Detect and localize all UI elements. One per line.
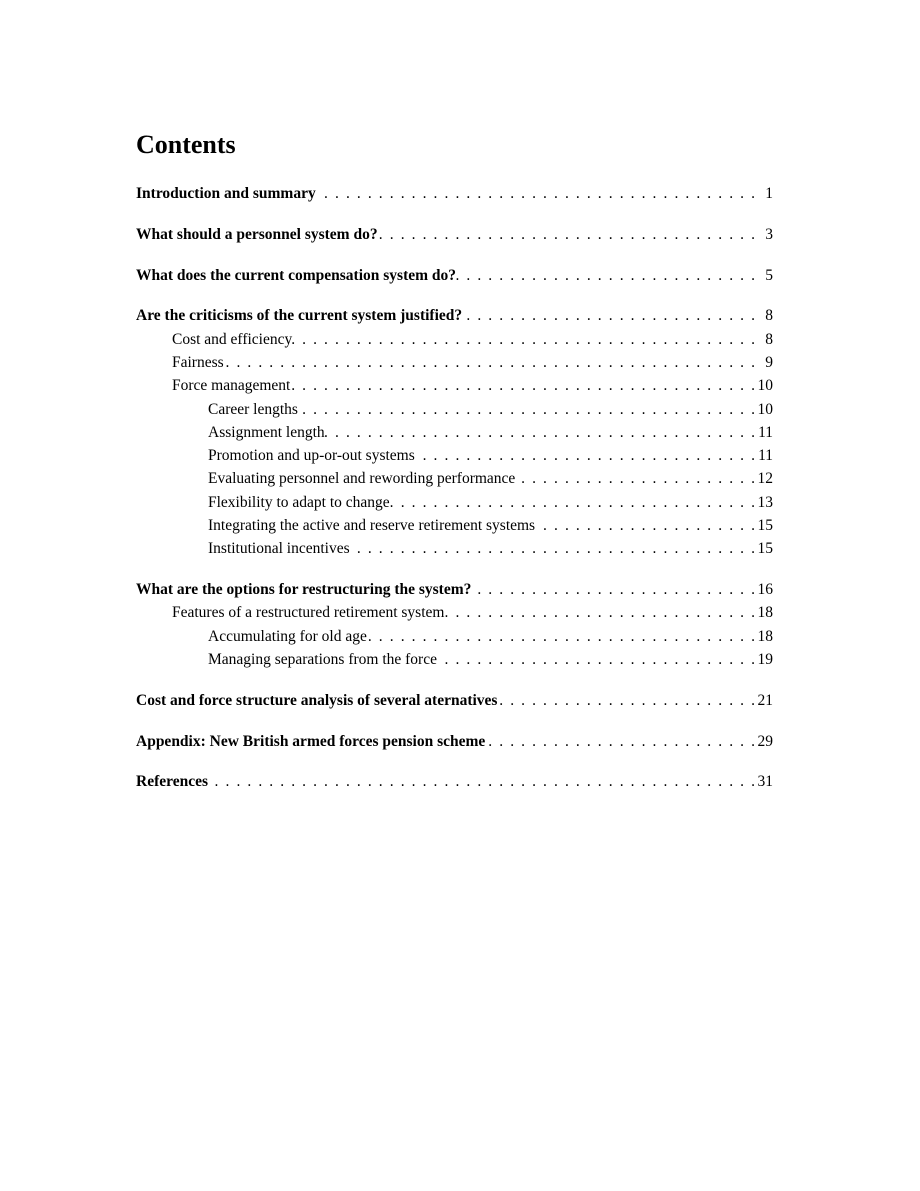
toc-leader-dots [378, 223, 755, 246]
toc-entry[interactable] [136, 264, 773, 287]
toc-entry-label: Are the criticisms of the current system justified? [136, 307, 463, 325]
toc-entry-page-number: 19 [757, 651, 773, 669]
toc-leader-dots [448, 601, 755, 624]
toc-leader-dots [497, 689, 755, 712]
toc-entry[interactable] [136, 514, 773, 537]
toc-entry[interactable] [136, 223, 773, 246]
toc-leader-dots [208, 770, 755, 793]
toc-entry-page-number: 15 [757, 517, 773, 535]
toc-entry[interactable] [136, 444, 773, 467]
toc-leader-dots [471, 578, 755, 601]
toc-entry-label: Managing separations from the force [208, 651, 437, 669]
toc-entry-page-number: 5 [765, 266, 773, 284]
toc-entry[interactable] [136, 398, 773, 421]
toc-leader-dots [394, 491, 755, 514]
toc-entry[interactable] [136, 374, 773, 397]
toc-entry-label: Evaluating personnel and rewording performance [208, 470, 516, 488]
toc-entry-label: Institutional incentives [208, 540, 350, 558]
contents-page [136, 128, 773, 794]
toc-leader-dots [292, 328, 755, 351]
toc-entry-label: References [136, 773, 209, 791]
toc-leader-dots [415, 444, 755, 467]
table-of-contents [136, 182, 773, 794]
toc-leader-dots [515, 467, 755, 490]
toc-entry-page-number: 9 [765, 353, 773, 371]
toc-entry-page-number: 16 [757, 581, 773, 599]
toc-entry-page-number: 8 [765, 330, 773, 348]
toc-entry-page-number: 12 [757, 470, 773, 488]
toc-entry-label: Force management [172, 377, 291, 395]
toc-leader-dots [316, 182, 755, 205]
toc-entry[interactable] [136, 578, 773, 601]
toc-entry[interactable] [136, 730, 773, 753]
toc-entry-label: What are the options for restructuring the system? [136, 581, 472, 599]
toc-entry[interactable] [136, 351, 773, 374]
toc-leader-dots [298, 398, 755, 421]
toc-entry-page-number: 21 [757, 691, 773, 709]
toc-entry-label: What should a personnel system do? [136, 225, 378, 243]
toc-entry-page-number: 11 [758, 423, 773, 441]
toc-entry-label: What does the current compensation system do? [136, 266, 457, 284]
toc-entry[interactable] [136, 689, 773, 712]
toc-entry-page-number: 31 [757, 773, 773, 791]
toc-entry-label: Assignment length [208, 423, 325, 441]
toc-entry-page-number: 8 [765, 307, 773, 325]
toc-leader-dots [462, 304, 755, 327]
toc-leader-dots [290, 374, 755, 397]
toc-entry-page-number: 29 [757, 732, 773, 750]
toc-entry-page-number: 11 [758, 447, 773, 465]
toc-entry[interactable] [136, 491, 773, 514]
toc-entry-page-number: 10 [757, 377, 773, 395]
toc-leader-dots [367, 625, 755, 648]
toc-entry-label: Flexibility to adapt to change. [208, 493, 394, 511]
toc-entry[interactable] [136, 304, 773, 327]
toc-entry-page-number: 18 [757, 627, 773, 645]
toc-entry-page-number: 15 [757, 540, 773, 558]
toc-leader-dots [325, 421, 755, 444]
toc-entry-label: Career lengths [208, 400, 298, 418]
toc-leader-dots [456, 264, 755, 287]
toc-leader-dots [485, 730, 755, 753]
toc-entry[interactable] [136, 328, 773, 351]
toc-entry-page-number: 10 [757, 400, 773, 418]
toc-entry[interactable] [136, 467, 773, 490]
toc-leader-dots [535, 514, 755, 537]
toc-entry[interactable] [136, 601, 773, 624]
toc-entry[interactable] [136, 421, 773, 444]
toc-entry-label: Features of a restructured retirement system. [172, 604, 449, 622]
toc-entry-label: Fairness [172, 353, 224, 371]
toc-entry-page-number: 3 [765, 225, 773, 243]
toc-entry-label: Integrating the active and reserve retirement systems [208, 517, 536, 535]
toc-entry-page-number: 1 [765, 185, 773, 202]
toc-entry-label: Introduction and summary [136, 185, 316, 202]
toc-entry-page-number: 18 [757, 604, 773, 622]
toc-entry-label: Cost and efficiency [172, 330, 293, 348]
toc-leader-dots [350, 537, 755, 560]
toc-entry-label: Appendix: New British armed forces pension scheme [136, 732, 486, 750]
toc-leader-dots [437, 648, 755, 671]
toc-entry[interactable] [136, 625, 773, 648]
toc-entry-page-number: 13 [757, 493, 773, 511]
toc-leader-dots [224, 351, 755, 374]
toc-entry[interactable] [136, 648, 773, 671]
page-title: Contents [136, 130, 236, 159]
toc-entry[interactable] [136, 182, 773, 205]
toc-entry-label: Promotion and up-or-out systems [208, 447, 415, 465]
toc-entry[interactable] [136, 537, 773, 560]
toc-entry[interactable] [136, 770, 773, 793]
toc-entry-label: Accumulating for old age [208, 627, 367, 645]
toc-entry-label: Cost and force structure analysis of several aternatives [136, 691, 498, 709]
